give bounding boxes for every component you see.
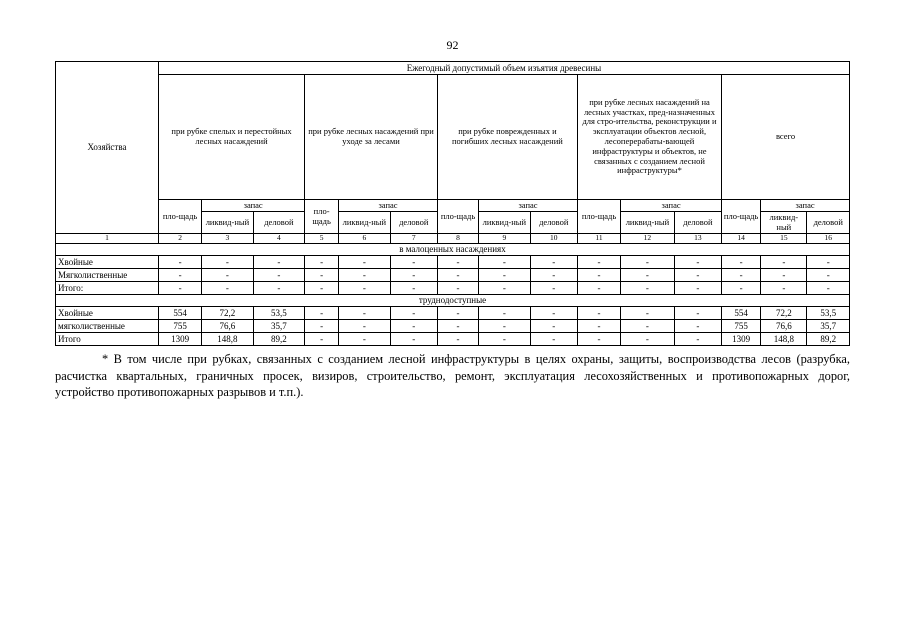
table-cell: - — [761, 269, 807, 282]
column-number: 14 — [722, 234, 761, 244]
liquid-header: ликвид-ный — [479, 212, 530, 234]
table-cell: - — [674, 282, 721, 295]
row-label: Итого — [56, 333, 159, 346]
stock-header: запас — [479, 200, 578, 212]
table-cell: - — [530, 269, 577, 282]
column-number: 9 — [479, 234, 530, 244]
table-cell: - — [761, 282, 807, 295]
business-header: деловой — [674, 212, 721, 234]
table-cell: 89,2 — [807, 333, 850, 346]
business-header: деловой — [390, 212, 437, 234]
row-label: Мягколиственные — [56, 269, 159, 282]
table-cell: 76,6 — [761, 320, 807, 333]
business-header: деловой — [530, 212, 577, 234]
table-cell: 148,8 — [202, 333, 253, 346]
table-cell: 53,5 — [253, 307, 304, 320]
liquid-header: ликвид-ный — [621, 212, 675, 234]
table-cell: 148,8 — [761, 333, 807, 346]
column-number: 8 — [437, 234, 478, 244]
table-row — [56, 307, 850, 320]
table-cell: - — [390, 333, 437, 346]
column-number-row — [56, 234, 850, 244]
table-cell: - — [390, 307, 437, 320]
farms-header: Хозяйства — [56, 62, 159, 234]
table-cell: - — [530, 320, 577, 333]
page-number: 92 — [446, 38, 459, 52]
table-cell: - — [390, 282, 437, 295]
table-cell: - — [437, 282, 478, 295]
section-title: в малоценных насаждениях — [56, 244, 850, 256]
table-cell: - — [158, 256, 201, 269]
table-cell: - — [674, 333, 721, 346]
table-cell: - — [437, 333, 478, 346]
column-number: 4 — [253, 234, 304, 244]
column-number: 15 — [761, 234, 807, 244]
table-row — [56, 320, 850, 333]
table-cell: - — [339, 320, 390, 333]
table-cell: 76,6 — [202, 320, 253, 333]
table-cell: - — [339, 307, 390, 320]
stock-header: запас — [761, 200, 850, 212]
column-number: 13 — [674, 234, 721, 244]
column-number: 2 — [158, 234, 201, 244]
table-cell: - — [807, 282, 850, 295]
area-header: пло-щадь — [158, 200, 201, 234]
column-number: 11 — [577, 234, 620, 244]
table-cell: - — [479, 282, 530, 295]
table-cell: - — [253, 282, 304, 295]
table-cell: - — [577, 333, 620, 346]
table-cell: - — [577, 320, 620, 333]
stock-header: запас — [621, 200, 722, 212]
category-header: при рубке спелых и перестойных лесных насаждений — [158, 75, 304, 200]
group-header: Ежегодный допустимый объем изъятия древесины — [158, 62, 849, 75]
table-cell: 755 — [722, 320, 761, 333]
table-cell: - — [479, 269, 530, 282]
table-cell: 35,7 — [807, 320, 850, 333]
table-cell: 35,7 — [253, 320, 304, 333]
table-cell: 755 — [158, 320, 201, 333]
row-label: Итого: — [56, 282, 159, 295]
table-data-body — [56, 244, 850, 346]
table-cell: - — [158, 282, 201, 295]
section-title: труднодоступные — [56, 295, 850, 307]
table-cell: - — [530, 307, 577, 320]
category-header: всего — [722, 75, 850, 200]
table-cell: - — [530, 256, 577, 269]
table-cell: 554 — [722, 307, 761, 320]
table-cell: - — [674, 269, 721, 282]
table-cell: 554 — [158, 307, 201, 320]
table-cell: - — [158, 269, 201, 282]
section-header-row — [56, 244, 850, 256]
category-header: при рубке лесных насаждений при уходе за лесами — [305, 75, 438, 200]
table-cell: - — [577, 282, 620, 295]
table-cell: - — [621, 269, 675, 282]
stock-header: запас — [339, 200, 438, 212]
table-cell: - — [202, 282, 253, 295]
column-number: 16 — [807, 234, 850, 244]
footnote — [55, 351, 850, 401]
table-cell: - — [390, 269, 437, 282]
table-cell: - — [577, 307, 620, 320]
column-number: 1 — [56, 234, 159, 244]
table-cell: - — [390, 256, 437, 269]
column-number: 12 — [621, 234, 675, 244]
table-cell: - — [621, 307, 675, 320]
table-cell: - — [305, 269, 339, 282]
table-cell: - — [339, 269, 390, 282]
table-row — [56, 269, 850, 282]
liquid-header: ликвид-ный — [339, 212, 390, 234]
area-header: пло-щадь — [305, 200, 339, 234]
table-cell: - — [761, 256, 807, 269]
table-cell: - — [305, 307, 339, 320]
area-header: пло-щадь — [577, 200, 620, 234]
table-cell: - — [479, 333, 530, 346]
table-cell: - — [807, 256, 850, 269]
table-cell: - — [437, 320, 478, 333]
footnote-line: расчистка квартальных, граничных просек, визиров, строительство, ремонт, эксплуатация лесохозяйственных и противопожарных дорог, — [55, 368, 850, 383]
table-cell: 1309 — [722, 333, 761, 346]
table-cell: 72,2 — [202, 307, 253, 320]
table-cell: - — [305, 333, 339, 346]
row-label: Хвойные — [56, 256, 159, 269]
table-cell: - — [674, 320, 721, 333]
business-header: деловой — [253, 212, 304, 234]
footnote-line: устройство противопожарных разрывов и т.п.). — [55, 385, 304, 399]
section-header-row — [56, 295, 850, 307]
table-cell: - — [530, 282, 577, 295]
column-number: 7 — [390, 234, 437, 244]
table-cell: - — [621, 256, 675, 269]
table-cell: - — [305, 256, 339, 269]
table-cell: - — [202, 256, 253, 269]
table-cell: - — [253, 269, 304, 282]
table-cell: - — [305, 282, 339, 295]
table-cell: - — [253, 256, 304, 269]
table-cell: 89,2 — [253, 333, 304, 346]
table-cell: - — [479, 320, 530, 333]
stock-header: запас — [202, 200, 305, 212]
table-cell: 53,5 — [807, 307, 850, 320]
table-cell: - — [621, 333, 675, 346]
column-number: 5 — [305, 234, 339, 244]
liquid-header: ликвид-ный — [202, 212, 253, 234]
table-cell: - — [530, 333, 577, 346]
table-cell: - — [621, 320, 675, 333]
column-number: 6 — [339, 234, 390, 244]
row-label: мягколиственные — [56, 320, 159, 333]
table-cell: - — [437, 307, 478, 320]
table-cell: - — [621, 282, 675, 295]
table-cell: - — [674, 307, 721, 320]
category-header: при рубке лесных насаждений на лесных участках, пред-назначенных для стро-ительства, реконструкции и эксплуатации объектов лесной, лесоперерабаты-вающей инфраструктуры и объектов, не связанных с созданием лесной инфраструктуры* — [577, 75, 721, 200]
table-cell: - — [339, 256, 390, 269]
timber-harvest-table — [55, 61, 850, 346]
table-row — [56, 256, 850, 269]
row-label: Хвойные — [56, 307, 159, 320]
table-cell: - — [339, 282, 390, 295]
footnote-line: * В том числе при рубках, связанных с созданием лесной инфраструктуры в целях охраны, защиты, воспроизводства лесов (разрубка, — [102, 352, 850, 366]
table-cell: - — [305, 320, 339, 333]
table-row — [56, 333, 850, 346]
category-header: при рубке поврежденных и погибших лесных насаждений — [437, 75, 577, 200]
table-cell: - — [807, 269, 850, 282]
table-cell: - — [479, 307, 530, 320]
area-header: пло-щадь — [437, 200, 478, 234]
table-row — [56, 282, 850, 295]
table-cell: - — [479, 256, 530, 269]
liquid-header: ликвид-ный — [761, 212, 807, 234]
column-number: 10 — [530, 234, 577, 244]
table-cell: - — [722, 256, 761, 269]
table-cell: - — [339, 333, 390, 346]
table-cell: - — [577, 256, 620, 269]
table-cell: 1309 — [158, 333, 201, 346]
table-cell: - — [577, 269, 620, 282]
table-cell: - — [437, 269, 478, 282]
area-header: пло-щадь — [722, 200, 761, 234]
table-cell: - — [722, 269, 761, 282]
table-cell: - — [202, 269, 253, 282]
column-number: 3 — [202, 234, 253, 244]
table-cell: 72,2 — [761, 307, 807, 320]
table-cell: - — [722, 282, 761, 295]
table-cell: - — [390, 320, 437, 333]
business-header: деловой — [807, 212, 850, 234]
table-cell: - — [437, 256, 478, 269]
table-cell: - — [674, 256, 721, 269]
